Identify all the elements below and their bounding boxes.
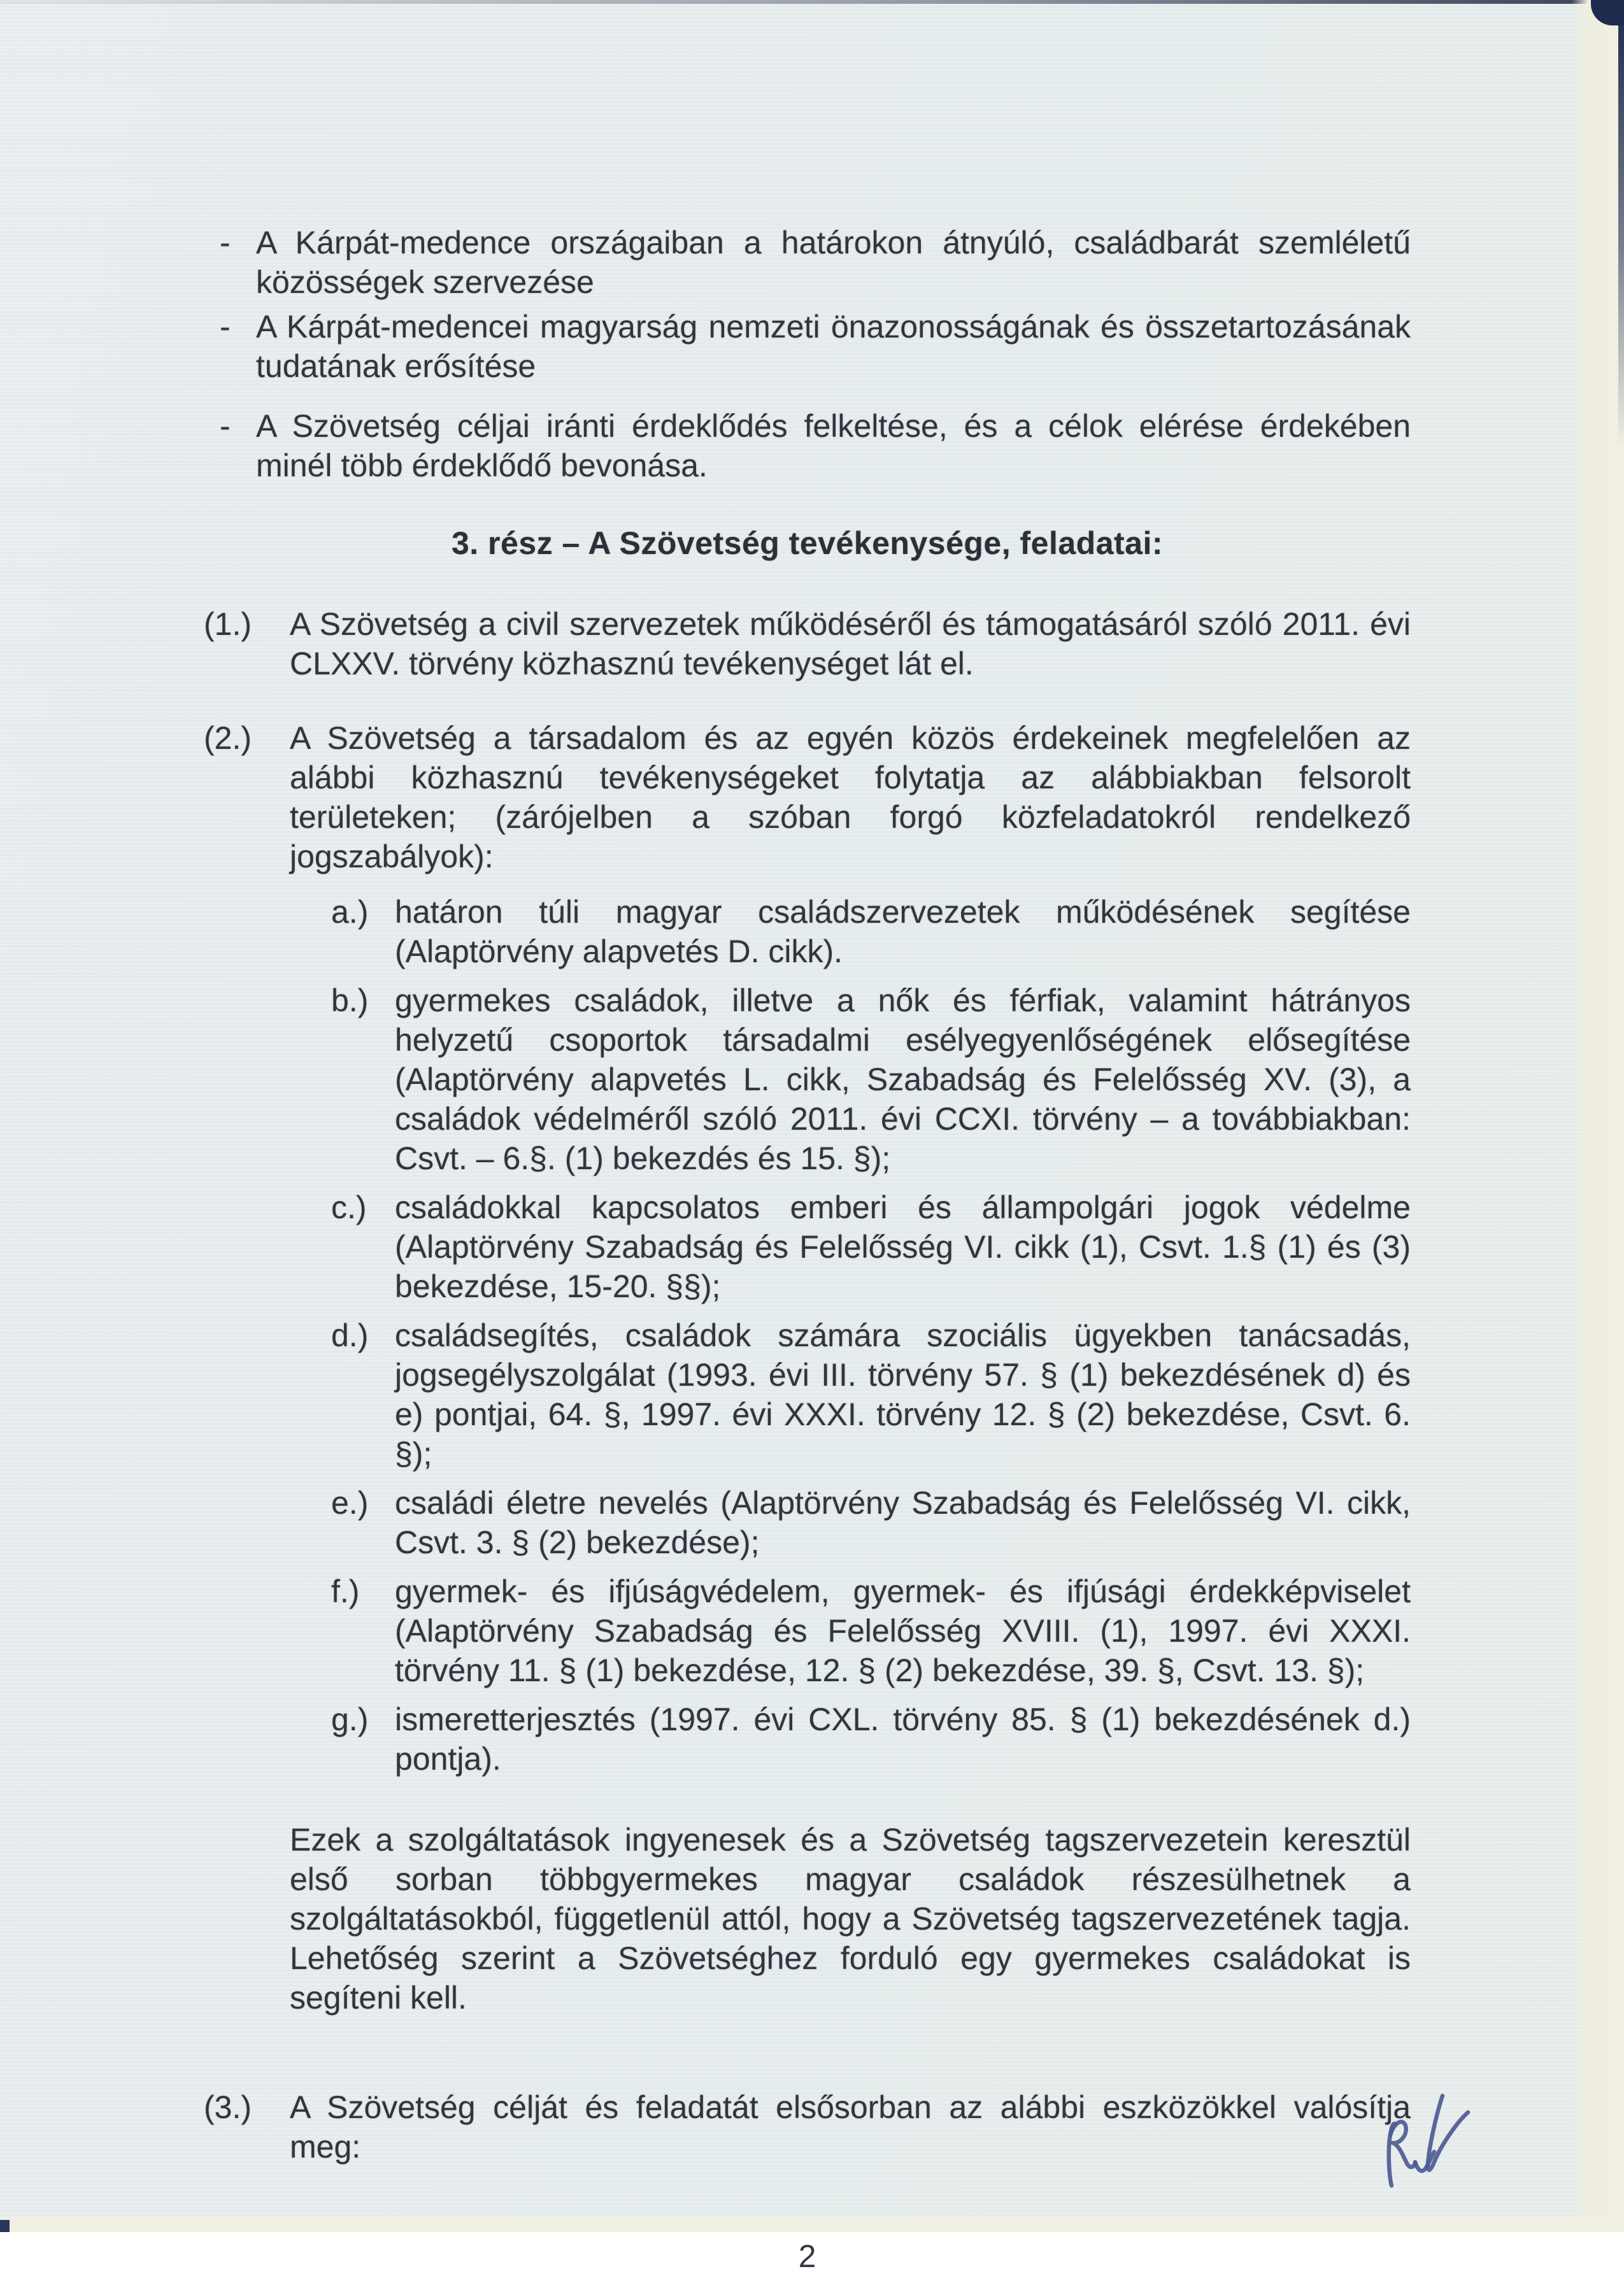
- activity-text-e: családi életre nevelés (Alaptörvény Szabadság és Felelősség VI. cikk, Csvt. 3. § (2) bekezdése);: [395, 1485, 1411, 1560]
- goal-text: A Kárpát-medence országaiban a határokon átnyúló, családbarát szemléletű közösségek szervezése: [256, 225, 1411, 300]
- paragraph-3: [204, 2088, 1411, 2166]
- signature-initials: [1366, 2086, 1478, 2194]
- activity-item-d: [331, 1316, 1411, 1474]
- goals-list: [220, 223, 1411, 485]
- paragraph-3-text: A Szövetség célját és feladatát elsősorban az alábbi eszközökkel valósítja meg:: [290, 2089, 1411, 2165]
- section-heading: 3. rész – A Szövetség tevékenysége, feladatai:: [451, 525, 1164, 561]
- activity-label-d: d.): [331, 1318, 369, 1353]
- page-number: 2: [798, 2238, 816, 2274]
- bullet-dash: -: [220, 309, 231, 345]
- activity-text-a: határon túli magyar családszervezetek működésének segítése (Alaptörvény alapvetés D. cikk).: [395, 894, 1411, 969]
- activity-text-d: családsegítés, családok számára szociális ügyekben tanácsadás, jogsegélyszolgálat (1993. évi III. törvény 57. § (1) bekezdésének d) és e) pontjai, 64. §, 1997. évi XXXI. törvény 12. § (2) bekezdése, Csvt. 6. §);: [395, 1318, 1411, 1472]
- activities-list: [204, 892, 1411, 1779]
- goal-list-item: [220, 307, 1411, 386]
- activity-item-g: [331, 1700, 1411, 1779]
- activity-label-b: b.): [331, 983, 369, 1018]
- activity-text-c: családokkal kapcsolatos emberi és állampolgári jogok védelme (Alaptörvény Szabadság és Felelősség VI. cikk (1), Csvt. 1.§ (1) és (3) bekezdése, 15-20. §§);: [395, 1190, 1411, 1304]
- activity-label-a: a.): [331, 894, 369, 930]
- goal-list-item: [220, 406, 1411, 485]
- paragraph-2-number: (2.): [204, 720, 252, 756]
- paragraph-2-text: A Szövetség a társadalom és az egyén közös érdekeinek megfelelően az alábbi közhasznú tevékenységeket folytatja az alábbiakban felsorolt területeken; (zárójelben a szóban forgó közfeladatokról rendelkező jogszabályok):: [290, 720, 1411, 874]
- activity-label-c: c.): [331, 1190, 367, 1225]
- goal-list-item: [220, 223, 1411, 302]
- paragraph-1-number: (1.): [204, 606, 252, 642]
- activity-text-g: ismeretterjesztés (1997. évi CXL. törvény 85. § (1) bekezdésének d.) pontja).: [395, 1702, 1411, 1777]
- activity-label-f: f.): [331, 1574, 360, 1609]
- activity-text-f: gyermek- és ifjúságvédelem, gyermek- és ifjúsági érdekképviselet (Alaptörvény Szabadság és Felelősség XVIII. (1), 1997. évi XXXI. törvény 11. § (1) bekezdése, 12. § (2) bekezdése, 39. §, Csvt. 13. §);: [395, 1574, 1411, 1688]
- bullet-dash: -: [220, 225, 231, 260]
- activity-label-e: e.): [331, 1485, 369, 1521]
- activity-item-a: [331, 892, 1411, 971]
- closing-paragraph: Ezek a szolgáltatások ingyenesek és a Szövetség tagszervezetein keresztül első sorban többgyermekes magyar családok részesülhetnek a szolgáltatásokból, függetlenül attól, hogy a Szövetség tagszervezetének tagja. Lehetőség szerint a Szövetséghez forduló egy gyermekes családokat is segíteni kell.: [290, 1822, 1411, 2016]
- goal-text: A Szövetség céljai iránti érdeklődés felkeltése, és a célok elérése érdekében minél több érdeklődő bevonása.: [256, 408, 1411, 483]
- activity-text-b: gyermekes családok, illetve a nők és férfiak, valamint hátrányos helyzetű csoportok társadalmi esélyegyenlőségének elősegítése (Alaptörvény alapvetés L. cikk, Szabadság és Felelősség XV. (3), a családok védelméről szóló 2011. évi CCXI. törvény – a továbbiakban: Csvt. – 6.§. (1) bekezdés és 15. §);: [395, 983, 1411, 1176]
- bullet-dash: -: [220, 408, 231, 444]
- signature-ink-strokes: [1366, 2086, 1478, 2194]
- activity-item-b: [331, 981, 1411, 1178]
- paragraph-1-text: A Szövetség a civil szervezetek működéséről és támogatásáról szóló 2011. évi CLXXV. törvény közhasznú tevékenységet lát el.: [290, 606, 1411, 681]
- activity-item-f: [331, 1572, 1411, 1690]
- paragraph-3-number: (3.): [204, 2089, 252, 2125]
- activity-item-e: [331, 1483, 1411, 1562]
- paragraph-2: [204, 718, 1411, 876]
- paragraph-1: [204, 604, 1411, 683]
- activity-label-g: g.): [331, 1702, 369, 1737]
- goal-text: A Kárpát-medencei magyarság nemzeti önazonosságának és összetartozásának tudatának erősítése: [256, 309, 1411, 384]
- activity-item-c: [331, 1188, 1411, 1306]
